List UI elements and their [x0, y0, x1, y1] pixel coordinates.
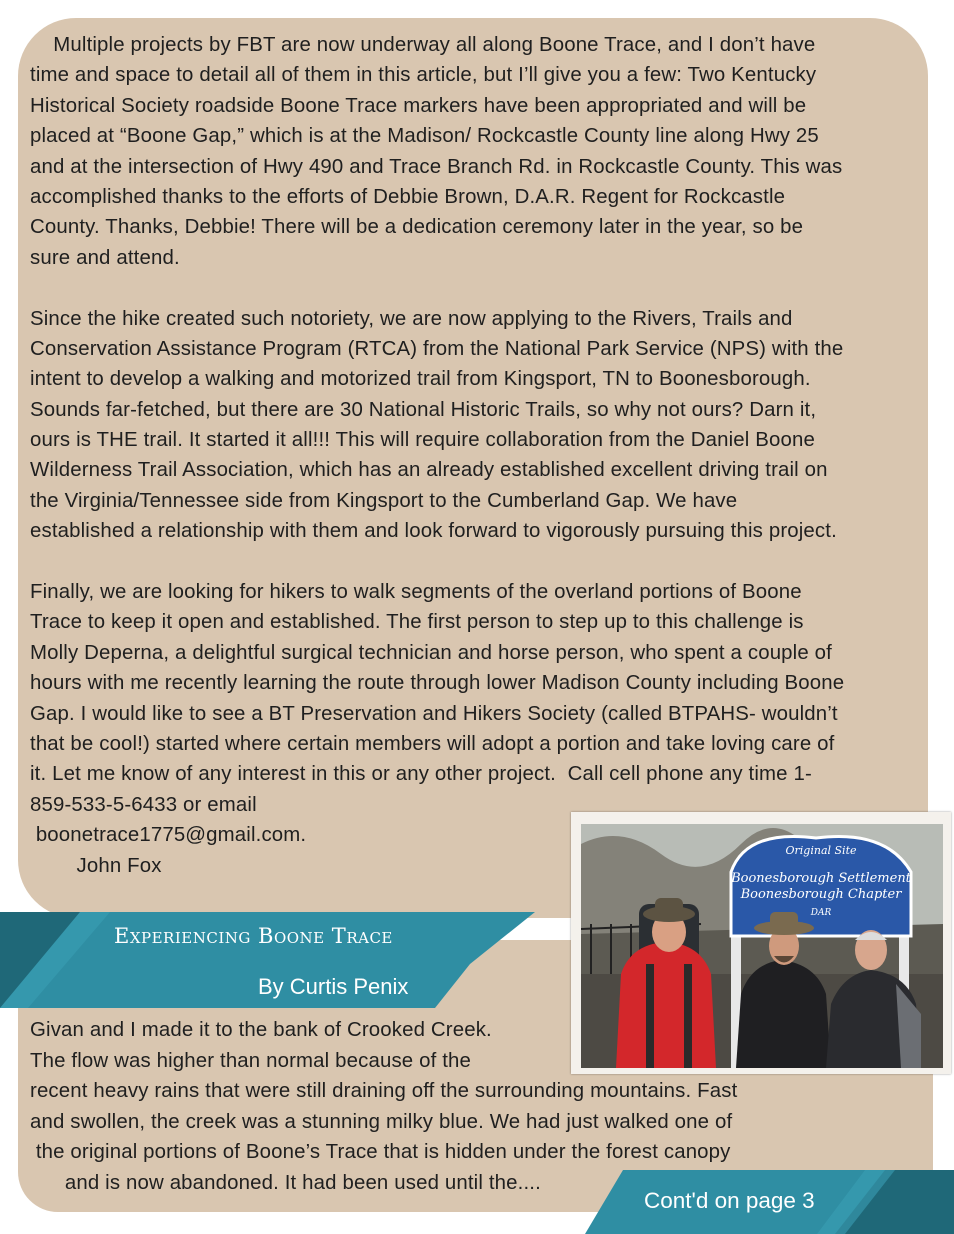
photo-frame: [571, 812, 951, 1074]
article-line: [30, 273, 844, 303]
article-line: Trace to keep it open and established. The first person to step up to this challenge is: [30, 611, 804, 634]
article-line: 859-533-5-6433 or email: [30, 793, 257, 816]
section-title: Experiencing Boone Trace: [114, 924, 393, 948]
sign-line-4: DAR: [810, 908, 832, 918]
article-line: accomplished thanks to the efforts of Debbie Brown, D.A.R. Regent for Rockcastle: [30, 185, 786, 208]
article-line: Gap. I would like to see a BT Preservation and Hikers Society (called BTPAHS- wouldn’t: [30, 702, 838, 725]
article-line: it. Let me know of any interest in this or any other project. Call cell phone any time 1-: [30, 763, 812, 786]
article-line: Molly Deperna, a delightful surgical technician and horse person, who spent a couple of: [30, 641, 832, 664]
article-line: County. Thanks, Debbie! There will be a dedication ceremony later in the year, so be: [30, 216, 804, 239]
article-line: the Virginia/Tennessee side from Kingsport to the Cumberland Gap. We have: [30, 489, 738, 512]
article-line: boonetrace1775@gmail.com.: [30, 824, 307, 847]
sign-line-2: Boonesborough Settlement: [731, 871, 911, 886]
story-line: and is now abandoned. It had been used until the....: [30, 1171, 541, 1194]
hikers-photo: [581, 824, 943, 1068]
article-line: time and space to detail all of them in this article, but I’ll give you a few: Two Kentucky: [30, 64, 817, 87]
article-line: hours with me recently learning the route through lower Madison County including Boone: [30, 672, 845, 695]
story-line: the original portions of Boone’s Trace that is hidden under the forest canopy: [30, 1141, 731, 1163]
article-line: and at the intersection of Hwy 490 and Trace Branch Rd. in Rockcastle County. This was: [30, 155, 843, 178]
article-line: Conservation Assistance Program (RTCA) from the National Park Service (NPS) with the: [30, 337, 844, 360]
article-line: Wilderness Trail Association, which has an already established excellent driving trail on: [30, 459, 828, 482]
story-line: and swollen, the creek was a stunning milky blue. We had just walked one of: [30, 1110, 733, 1133]
article-line: [30, 547, 844, 577]
article-line: ours is THE trail. It started it all!!! This will require collaboration from the Daniel Boone: [30, 429, 815, 452]
article-line: placed at “Boone Gap,” which is at the Madison/ Rockcastle County line along Hwy 25: [30, 125, 819, 148]
article-line: Historical Society roadside Boone Trace markers have been appropriated and will be: [30, 94, 807, 117]
article-line: intent to develop a walking and motorized trail from Kingsport, TN to Boonesborough.: [30, 368, 811, 391]
article-line: that be cool!) started where certain members will adopt a portion and take loving care of: [30, 732, 835, 755]
sign-line-1: Original Site: [785, 844, 857, 857]
article-body: [30, 30, 844, 881]
article-line: John Fox: [30, 854, 162, 877]
article-line: established a relationship with them and look forward to vigorously pursuing this project.: [30, 520, 837, 543]
story-line: recent heavy rains that were still draining off the surrounding mountains. Fast: [30, 1080, 738, 1102]
continued-link[interactable]: Cont'd on page 3: [644, 1188, 815, 1213]
story-line: The flow was higher than normal because of the: [30, 1049, 472, 1072]
article-line: Sounds far-fetched, but there are 30 National Historic Trails, so why not ours? Darn it,: [30, 398, 817, 421]
sign-line-3: Boonesborough Chapter: [740, 887, 902, 902]
article-line: Finally, we are looking for hikers to walk segments of the overland portions of Boone: [30, 581, 802, 604]
historical-sign: [730, 836, 912, 936]
story-line: Givan and I made it to the bank of Crooked Creek.: [30, 1019, 492, 1041]
article-line: Multiple projects by FBT are now underway all along Boone Trace, and I don’t have: [30, 34, 816, 56]
section-byline: By Curtis Penix: [258, 974, 409, 999]
article-line: sure and attend.: [30, 246, 180, 269]
article-line: Since the hike created such notoriety, we are now applying to the Rivers, Trails and: [30, 307, 793, 330]
